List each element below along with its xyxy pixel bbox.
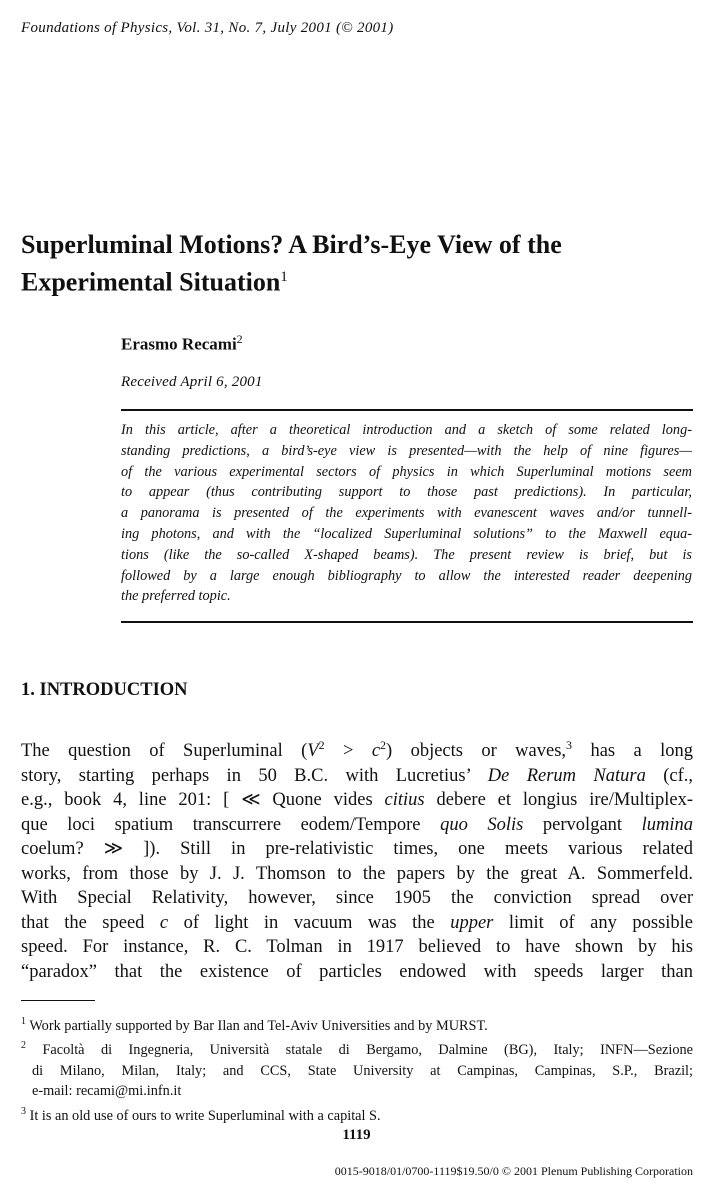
author-name: Erasmo Recami	[121, 334, 237, 354]
abstract-line: followed by a large enough bibliography to allow the interested reader deepening	[121, 567, 692, 584]
body-line: that the speed c of light in vacuum was the upper limit of any possible	[21, 912, 694, 933]
abstract-line: the preferred topic.	[121, 588, 231, 605]
abstract-line: standing predictions, a bird’s-eye view is presented—with the help of nine figures—	[121, 442, 692, 459]
body-line: speed. For instance, R. C. Tolman in 1917 believed to have shown by his	[21, 937, 693, 958]
body-line: The question of Superluminal $(V^2 > c^2)$ objects or waves,$^3$ has a long	[21, 738, 693, 762]
footnote-ref-3[interactable]: 3	[566, 738, 573, 752]
abstract-line: a panorama is presented of the experiments with evanescent waves and/or tunnell-	[121, 505, 692, 522]
received-date: Received April 6, 2001	[121, 374, 263, 390]
body-line: que loci spatium transcurrere eodem/Tempore quo Solis pervolgant lumina	[21, 814, 693, 835]
title-footnote-mark[interactable]: 1	[280, 269, 288, 285]
abstract-line: In this article, after a theoretical introduction and a sketch of some related long-	[121, 422, 692, 438]
body-text	[21, 733, 693, 984]
footnote-2: $^2$ Facoltà di Ingegneria, Università statale di Bergamo, Dalmine (BG), Italy; INFN—Sezione	[21, 1040, 693, 1059]
body-line: e.g., book 4, line 201: [ ≪ Quone vides citius debere et longius ire/Multiplex-	[21, 790, 693, 811]
abstract-line: ing photons, and with the “localized Superluminal solutions” to the Maxwell equa-	[121, 525, 692, 542]
title-line-1: Superluminal Motions? A Bird’s-Eye View of the	[21, 230, 562, 259]
body-line: works, from those by J. J. Thomson to the papers by the great A. Sommerfeld.	[21, 863, 693, 884]
body-line: coelum? ≫ ]). Still in pre-relativistic times, one meets various related	[21, 839, 693, 860]
footnote-1: $^1$ Work partially supported by Bar Ilan and Tel-Aviv Universities and by MURST.	[21, 1016, 488, 1034]
paper-title	[21, 228, 701, 299]
section-heading: 1. INTRODUCTION	[21, 680, 188, 700]
body-line: “paradox” that the existence of particles endowed with speeds larger than	[21, 961, 693, 982]
abstract-top-rule	[121, 409, 693, 411]
abstract	[121, 420, 692, 607]
author	[121, 332, 243, 355]
abstract-line: to appear (thus contributing support to those past predictions). In particular,	[121, 484, 692, 501]
footnote-3: $^3$ It is an old use of ours to write Superluminal with a capital S.	[21, 1105, 381, 1124]
title-line-2-text: Experimental Situation	[21, 267, 281, 297]
publisher-line: 0015-9018/01/0700-1119$19.50/0 © 2001 Plenum Publishing Corporation	[334, 1164, 693, 1178]
body-line: story, starting perhaps in 50 B.C. with Lucretius’ De Rerum Natura (cf.,	[21, 765, 693, 786]
abstract-line: of the various experimental sectors of physics in which Superluminal motions seem	[121, 463, 692, 480]
footnote-rule	[21, 1000, 95, 1001]
body-line: With Special Relativity, however, since 1905 the conviction spread over	[21, 888, 693, 909]
author-footnote-mark[interactable]: 2	[236, 332, 243, 346]
footnotes	[21, 1012, 693, 1126]
abstract-line: tions (like the so-called X-shaped beams). The present review is brief, but is	[121, 546, 692, 563]
title-line-2	[21, 261, 701, 299]
footnote-2-cont: di Milano, Milan, Italy; and CCS, State University at Campinas, Campinas, S.P., Brazil;	[32, 1062, 693, 1079]
page-number: 1119	[342, 1127, 371, 1143]
abstract-bottom-rule	[121, 621, 693, 623]
running-head: Foundations of Physics, Vol. 31, No. 7, July 2001 (© 2001)	[21, 20, 394, 36]
footnote-2-email[interactable]: e-mail: recami@mi.infn.it	[32, 1083, 182, 1100]
